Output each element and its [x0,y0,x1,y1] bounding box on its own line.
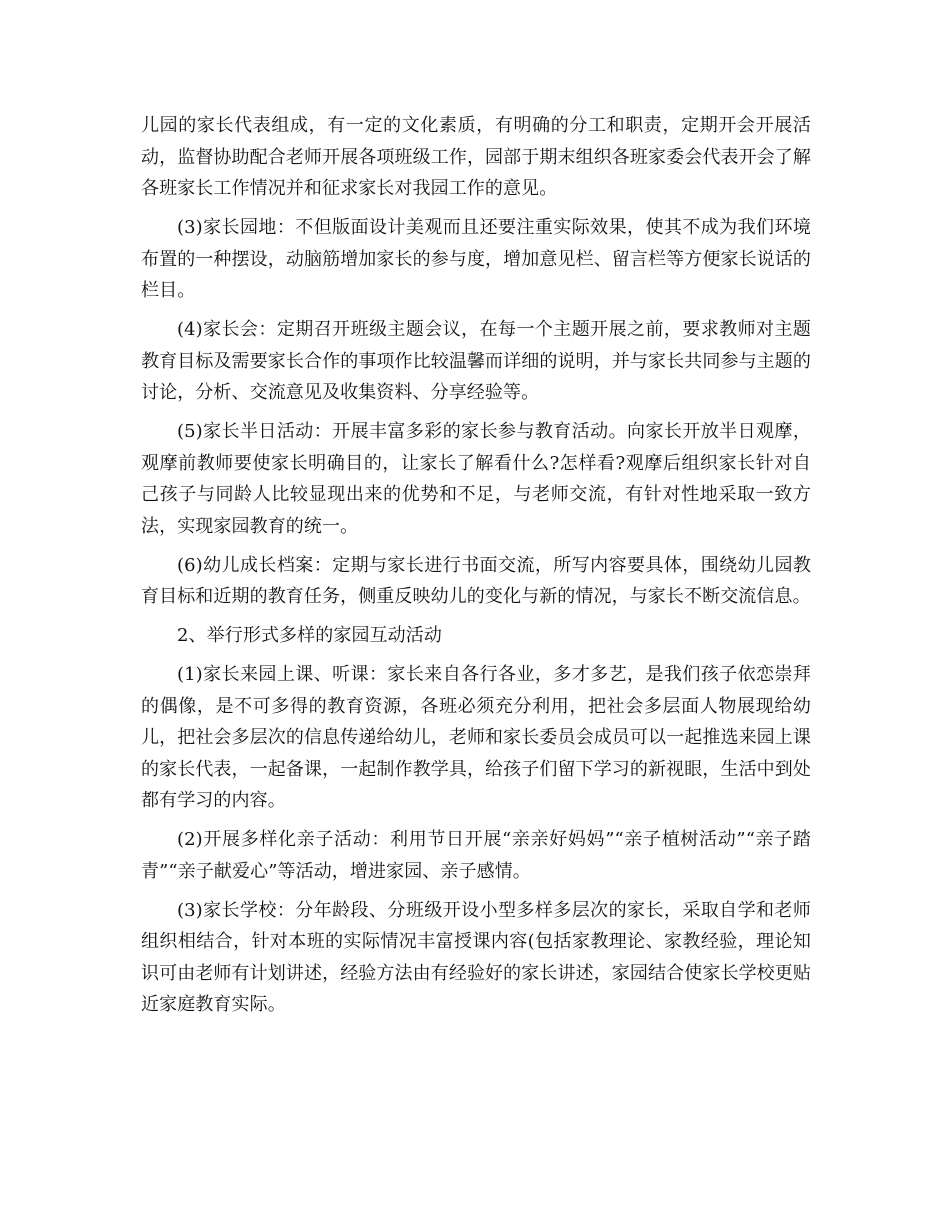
paragraph-parent-bulletin-board: (3)家长园地：不但版面设计美观而且还要注重实际效果，使其不成为我们环境布置的一种摆设，动脑筋增加家长的参与度，增加意见栏、留言栏等方便家长说话的栏目。 [141,217,811,301]
document-body [141,110,811,1028]
paragraph-parents-teach-classes: (1)家长来园上课、听课：家长来自各行各业，多才多艺，是我们孩子依恋崇拜的偶像，是不可多得的教育资源，各班必须充分利用，把社会多层面人物展现给幼儿，把社会多层次的信息传递给幼儿，老师和家长委员会成员可以一起推选来园上课的家长代表，一起备课，一起制作教学具，给孩子们留下学习的新视眼，生活中到处都有学习的内容。 [141,664,811,811]
paragraph-growth-archive: (6)幼儿成长档案：定期与家长进行书面交流，所写内容要具体，围绕幼儿园教育目标和近期的教育任务，侧重反映幼儿的变化与新的情况，与家长不断交流信息。 [141,554,811,607]
paragraph-continuation: 儿园的家长代表组成，有一定的文化素质，有明确的分工和职责，定期开会开展活动，监督协助配合老师开展各项班级工作，园部于期末组织各班家委会代表开会了解各班家长工作情况并和征求家长对我园工作的意见。 [141,115,811,199]
paragraph-half-day-activity: (5)家长半日活动：开展丰富多彩的家长参与教育活动。向家长开放半日观摩，观摩前教师要使家长明确目的，让家长了解看什么?怎样看?观摩后组织家长针对自己孩子与同龄人比较显现出来的优势和不足，与老师交流，有针对性地采取一致方法，实现家园教育的统一。 [141,421,811,537]
section-heading-interactive-activities: 2、举行形式多样的家园互动活动 [177,625,442,646]
paragraph-parent-child-activities: (2)开展多样化亲子活动：利用节日开展“亲亲好妈妈”“亲子植树活动”“亲子踏青”“亲子献爱心”等活动，增进家园、亲子感情。 [141,829,811,882]
paragraph-parent-meeting: (4)家长会：定期召开班级主题会议，在每一个主题开展之前，要求教师对主题教育目标及需要家长合作的事项作比较温馨而详细的说明，并与家长共同参与主题的讨论，分析、交流意见及收集资料、分享经验等。 [141,319,811,403]
paragraph-parent-school: (3)家长学校：分年龄段、分班级开设小型多样多层次的家长，采取自学和老师组织相结合，针对本班的实际情况丰富授课内容(包括家教理论、家教经验，理论知识可由老师有计划讲述，经验方法由有经验好的家长讲述，家园结合使家长学校更贴近家庭教育实际。 [141,899,811,1015]
